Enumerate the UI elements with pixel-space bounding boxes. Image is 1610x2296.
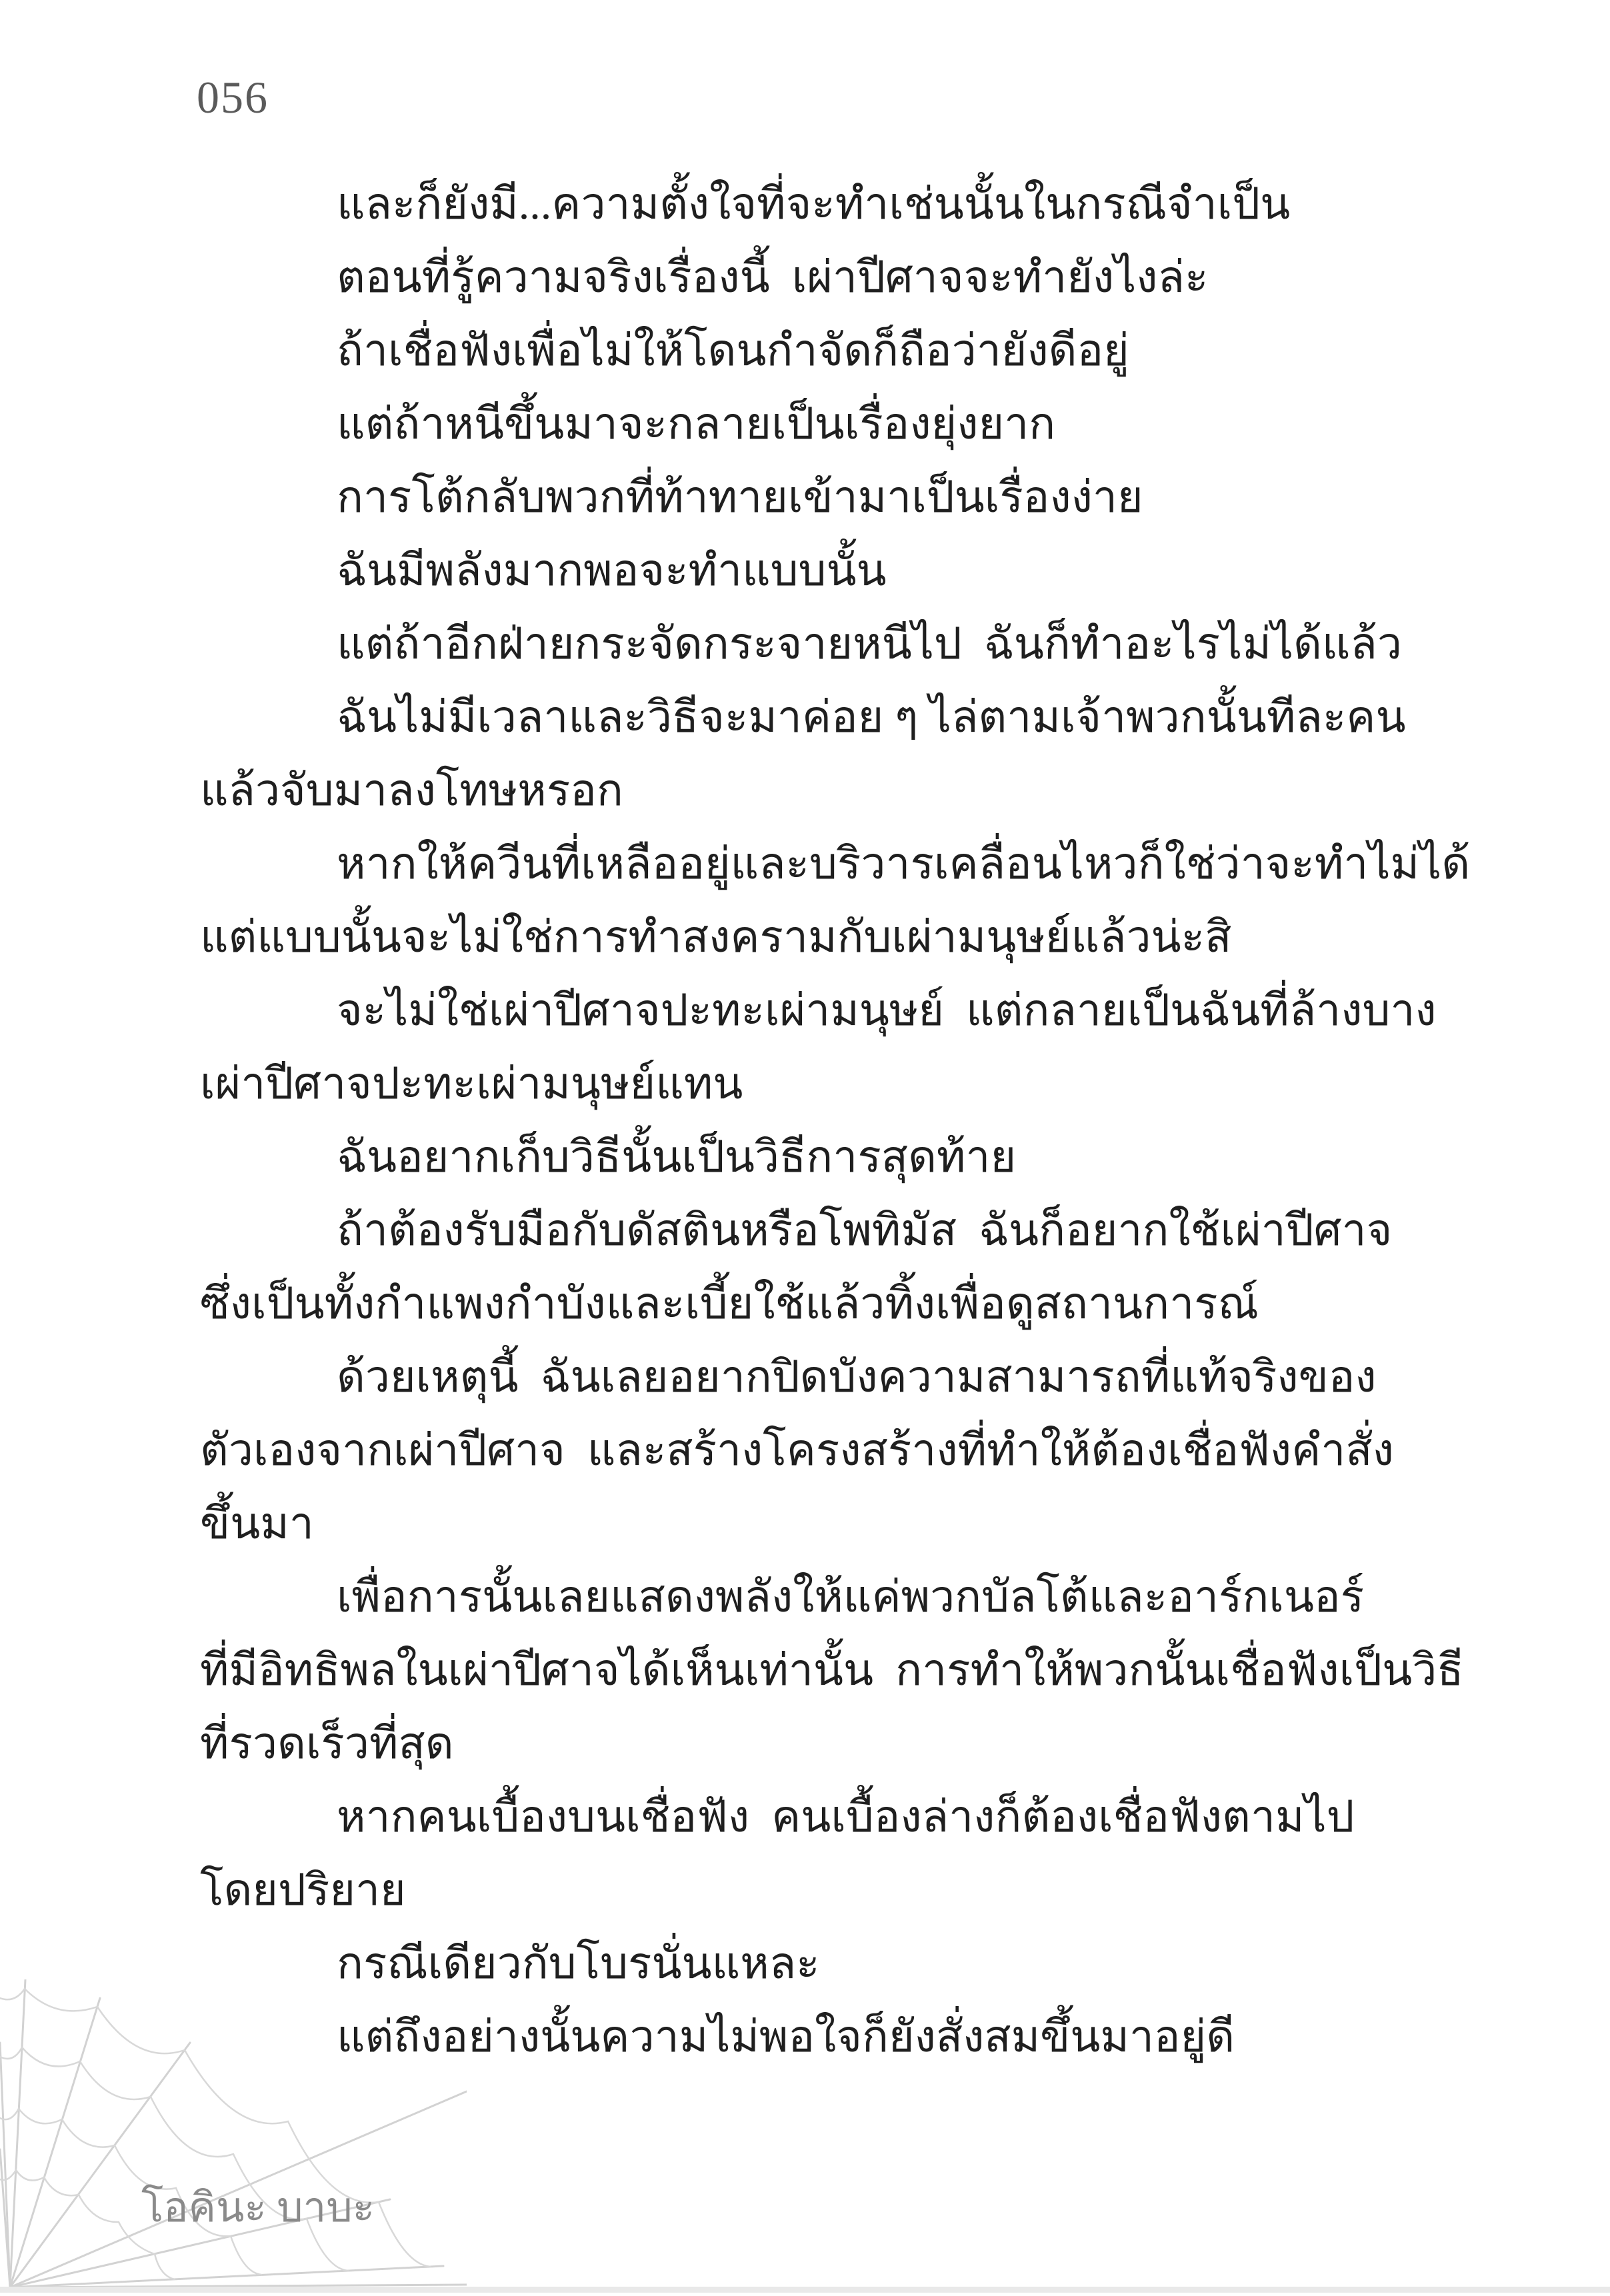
text-line: ขึ้นมา xyxy=(200,1500,314,1548)
page-bottom-edge xyxy=(0,2287,1610,2293)
text-line: ถ้าต้องรับมือกับดัสตินหรือโพทิมัส ฉันก็อยากใช้เผ่าปีศาจ xyxy=(337,1206,1393,1255)
body-text xyxy=(200,168,1471,2074)
text-line: แต่ถ้าหนีขึ้นมาจะกลายเป็นเรื่องยุ่งยาก xyxy=(337,400,1056,449)
text-line: และก็ยังมี...ความตั้งใจที่จะทำเช่นนั้นในกรณีจำเป็น xyxy=(337,180,1291,229)
text-line: ซึ่งเป็นทั้งกำแพงกำบังและเบี้ยใช้แล้วทิ้งเพื่อดูสถานการณ์ xyxy=(200,1280,1259,1328)
text-line: แต่ถึงอย่างนั้นความไม่พอใจก็ยังสั่งสมขึ้นมาอยู่ดี xyxy=(337,2013,1235,2061)
text-line: แต่แบบนั้นจะไม่ใช่การทำสงครามกับเผ่ามนุษย์แล้วน่ะสิ xyxy=(200,913,1232,962)
text-line: ตัวเองจากเผ่าปีศาจ และสร้างโครงสร้างที่ทำให้ต้องเชื่อฟังคำสั่ง xyxy=(200,1426,1394,1475)
author-name: โอคินะ บาบะ xyxy=(141,2185,375,2231)
text-line: หากให้ควีนที่เหลืออยู่และบริวารเคลื่อนไหวก็ใช่ว่าจะทำไม่ได้ xyxy=(337,840,1471,888)
text-line: แต่ถ้าอีกฝ่ายกระจัดกระจายหนีไป ฉันก็ทำอะไรไม่ได้แล้ว xyxy=(337,620,1402,668)
text-line: ฉันไม่มีเวลาและวิธีจะมาค่อย ๆ ไล่ตามเจ้าพวกนั้นทีละคน xyxy=(337,693,1406,742)
page-number: 056 xyxy=(197,72,269,123)
text-line: ฉันอยากเก็บวิธีนั้นเป็นวิธีการสุดท้าย xyxy=(337,1133,1017,1182)
text-line: หากคนเบื้องบนเชื่อฟัง คนเบื้องล่างก็ต้องเชื่อฟังตามไป xyxy=(337,1793,1355,1841)
text-line: ที่มีอิทธิพลในเผ่าปีศาจได้เห็นเท่านั้น การทำให้พวกนั้นเชื่อฟังเป็นวิธี xyxy=(200,1646,1464,1695)
text-line: โดยปริยาย xyxy=(200,1866,406,1915)
text-line: ฉันมีพลังมากพอจะทำแบบนั้น xyxy=(337,547,887,595)
text-line: ตอนที่รู้ความจริงเรื่องนี้ เผ่าปีศาจจะทำยังไงล่ะ xyxy=(337,253,1209,302)
text-line: เพื่อการนั้นเลยแสดงพลังให้แค่พวกบัลโต้และอาร์กเนอร์ xyxy=(337,1573,1365,1622)
text-line: เผ่าปีศาจปะทะเผ่ามนุษย์แทน xyxy=(200,1060,743,1108)
text-line: แล้วจับมาลงโทษหรอก xyxy=(200,766,623,815)
text-line: การโต้กลับพวกที่ท้าทายเข้ามาเป็นเรื่องง่าย xyxy=(337,473,1143,522)
text-line: ด้วยเหตุนี้ ฉันเลยอยากปิดบังความสามารถที่แท้จริงของ xyxy=(337,1353,1377,1402)
text-line: จะไม่ใช่เผ่าปีศาจปะทะเผ่ามนุษย์ แต่กลายเป็นฉันที่ล้างบาง xyxy=(337,986,1437,1035)
text-line: ที่รวดเร็วที่สุด xyxy=(200,1720,454,1768)
text-line: กรณีเดียวกับโบรนั่นแหละ xyxy=(337,1939,820,1988)
text-line: ถ้าเชื่อฟังเพื่อไม่ให้โดนกำจัดก็ถือว่ายังดีอยู่ xyxy=(337,327,1129,375)
